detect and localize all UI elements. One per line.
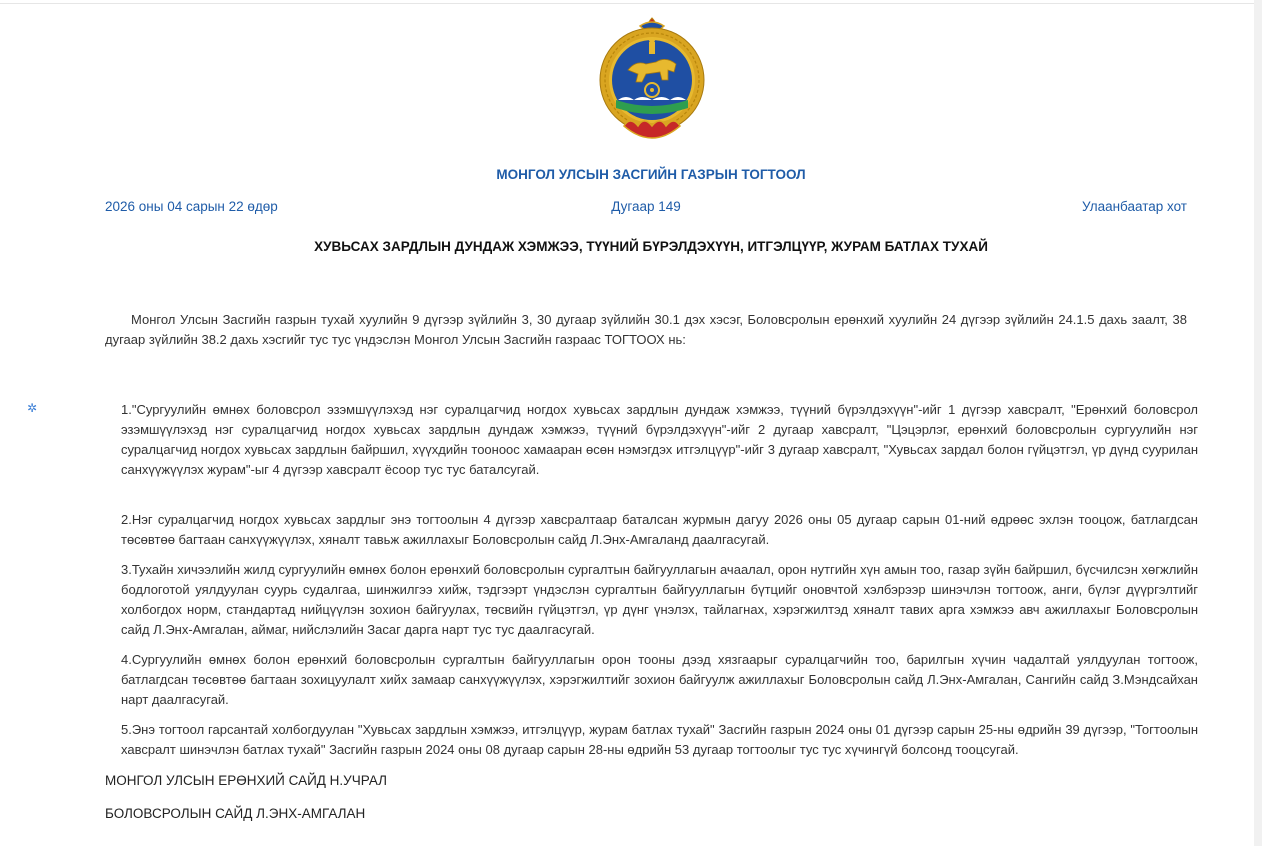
resolution-item-5: 5.Энэ тогтоол гарсантай холбогдуулан "Хувьсах зардлын хэмжээ, итгэлцүүр, журам батлах тухай" Засгийн газрын 2024 оны 01 дүгээр сарын 25-ны өдрийн 39 дүгээр, "Тогтоолын хавсралт шинэчлэн батлах тухай" Засгийн газрын 2024 оны 08 дугаар сарын 28-ны өдрийн 53 дугаар тогтоолыг тус тус хүчингүй болсонд тооцсугай. xyxy=(121,722,1198,757)
resolution-item-3: 3.Тухайн хичээлийн жилд сургуулийн өмнөх болон ерөнхий боловсролын сургалтын байгууллагын ачаалал, орон нутгийн хүн амын тоо, газар зүйн байршил, бүсчилсэн хөгжлийн бодлоготой уялдуулан суурь судалгаа, шинжилгээ хийж, тэдгээрт үндэслэн сургалтын байгууллагын бүтцийг оновчтой хэлбэрээр шинэчлэн тогтоож, анги, бүлэг дүүргэлтийг холбогдох норм, стандартад нийцүүлэн зохион байгуулах, төсвийн гүйцэтгэл, үр дүнг үнэлэх, тайлагнах, хэрэгжилтэд хяналт тавих арга хэмжээ авч ажиллахыг Боловсролын сайд Л.Энх-Амгалан, аймаг, нийслэлийн Засаг дарга нарт тус тус даалгасугай. xyxy=(121,562,1198,637)
signature-prime-minister: МОНГОЛ УЛСЫН ЕРӨНХИЙ САЙД Н.УЧРАЛ xyxy=(105,773,388,788)
document-preamble: Монгол Улсын Засгийн газрын тухай хуулийн 9 дүгээр зүйлийн 3, 30 дугаар зүйлийн 30.1 дэх хэсэг, Боловсролын ерөнхий хуулийн 24 дүгээр зүйлийн 24.1.5 дахь заалт, 38 дугаар зүйлийн 38.2 дахь хэсгийг тус тус үндэслэн Монгол Улсын Засгийн газраас ТОГТООХ нь: xyxy=(105,312,1187,347)
signature-education-minister: БОЛОВСРОЛЫН САЙД Л.ЭНХ-АМГАЛАН xyxy=(105,806,366,821)
page-scrollbar[interactable] xyxy=(1254,0,1262,846)
document-subject: ХУВЬСАХ ЗАРДЛЫН ДУНДАЖ ХЭМЖЭЭ, ТҮҮНИЙ БҮРЭЛДЭХҮҮН, ИТГЭЛЦҮҮР, ЖУРАМ БАТЛАХ ТУХАЙ xyxy=(314,239,988,254)
page-title: МОНГОЛ УЛСЫН ЗАСГИЙН ГАЗРЫН ТОГТООЛ xyxy=(496,167,806,182)
resolution-item-2: 2.Нэг суралцагчид ногдох хувьсах зардлыг энэ тогтоолын 4 дүгээр хавсралтаар баталсан журмын дагуу 2026 оны 05 дугаар сарын 01-ний өдрөөс эхлэн тооцож, батлагдсан төсөвтөө багтаан санхүүжүүлэх, хяналт тавьж ажиллахыг Боловсролын сайд Л.Энх-Амгаланд даалгасугай. xyxy=(121,512,1198,547)
document-number: Дугаар 149 xyxy=(611,199,681,214)
resolution-item-1: 1."Сургуулийн өмнөх боловсрол эзэмшүүлэхэд нэг суралцагчид ногдох хувьсах зардлын дундаж хэмжээ, түүний бүрэлдэхүүн"-ийг 1 дүгээр хавсралт, "Ерөнхий боловсрол эзэмшүүлэхэд нэг суралцагчид ногдох хувьсах зардлын дундаж хэмжээ, түүний бүрэлдэхүүн"-ийг 2 дугаар хавсралт, "Цэцэрлэг, ерөнхий боловсролын сургуулийн нэг суралцагчид ногдох хувьсах зардлын байршил, хүүхдийн тооноос хамааран өсөн нэмэгдэх итгэлцүүр"-ийг 3 дугаар хавсралт, "Хувьсах зардал болон гүйцэтгэл, үр дүнд суурилан санхүүжүүлэх журам"-ыг 4 дүгээр хавсралт ёсоор тус тус баталсугай. xyxy=(121,402,1198,477)
document-city: Улаанбаатар хот xyxy=(1082,199,1187,214)
state-emblem-icon xyxy=(596,16,708,142)
document-date: 2026 оны 04 сарын 22 өдөр xyxy=(105,199,278,214)
top-border xyxy=(0,3,1262,4)
gear-icon[interactable]: ✲ xyxy=(26,401,38,415)
resolution-item-4: 4.Сургуулийн өмнөх болон ерөнхий боловсролын сургалтын байгууллагын орон тооны дээд хязгаарыг суралцагчийн тоо, барилгын хүчин чадалтай уялдуулан тогтоож, батлагдсан төсөвтөө багтаан зохицуулалт хийх замаар санхүүжүүлэх, хэрэгжилтийг зохион байгуулж ажиллахыг Боловсролын сайд Л.Энх-Амгалан, Сангийн сайд З.Мэндсайхан нарт даалгасугай. xyxy=(121,652,1198,707)
